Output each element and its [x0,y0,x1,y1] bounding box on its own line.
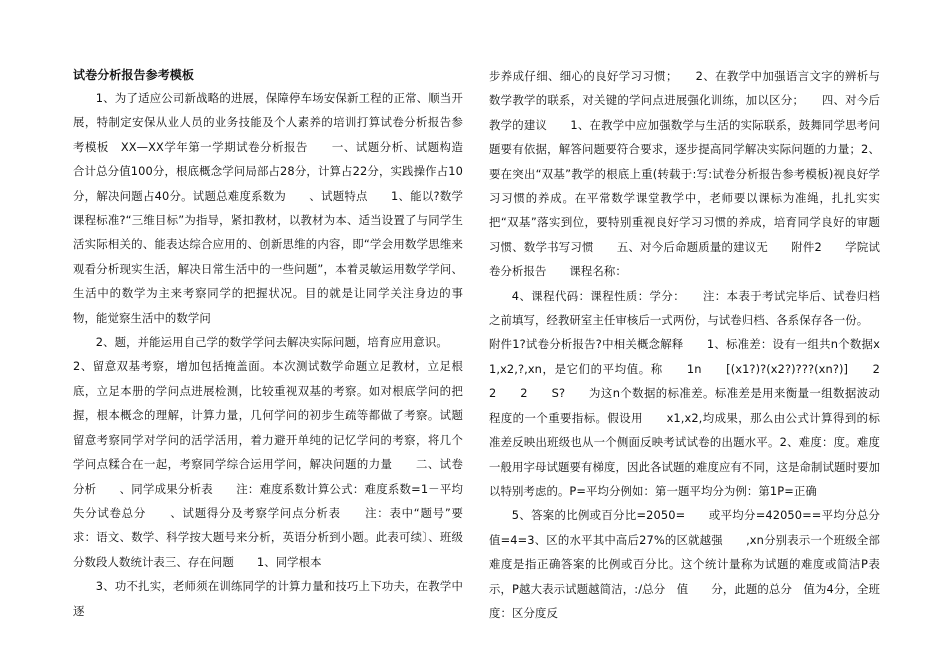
paragraph: 5、答案的比例或百分比=2050= 或平均分=42050==平均分总分 值=4=3、区的水平其中高后27%的区就越强 ,xn分别表示一个班级全部难度是指正确答案的比例或百分比。这个统计量称为试题的难度或简洁P表示，P越大表示试题越简洁，:/总分 值 分，此题的总分 值为4分，全班度：区分度反 [489,508,892,620]
paragraph: 附件1?试卷分析报告?中相关概念解释 1、标准差：设有一组共n个数据x1,x2,?,xn，是它们的平均值。称 1n [(x1?)?(x2?)???(xn?)] 2 2 2 S? 为这n个数据的标准差。标准差是用来衡量一组数据波动程度的一个重要指标。假设用 x1,x2,均成果，那么由公式计算得到的标准差反映出班级也从一个侧面反映考试试卷的出题水平。2、难度：度。难度一般用字母试题要有梯度，因此各试题的难度应有不同，这是命制试题时要加以特别考虑的。P=平均分例如：第一题平均分为例：第1P=正确 [489,337,903,498]
document-title: 试卷分析报告参考模板 [73,68,195,82]
paragraph: 4、课程代码：课程性质：学分： 注：本表于考试完毕后、试卷归档之前填写，经教研室主任审核后一式两份，与试卷归档、各系保存各一份。 [489,288,880,328]
paragraph: 步养成仔细、细心的良好学习习惯； 2、在教学中加强语言文字的辨析与数学教学的联系，对关键的学问点进展强化训练，加以区分； 四、对今后教学的建议 1、在教学中应加强数学与生活的实际联系，鼓舞同学思考问题要有依据，解答问题要符合要求，逐步提高同学解决实际问题的力量；2、要在突出“双基”教学的根底上重(转载于:写:试卷分析报告参考模板)视良好学习习惯的养成。在平常数学课堂教学中，老师要以课标为准绳，扎扎实实把“双基”落实到位，要特别重视良好学习习惯的养成，培育同学良好的审题习惯、数学书写习惯 五、对今后命题质量的建议无 附件2 学院试卷分析报告 课程名称： [489,69,880,279]
left-column [73,64,486,623]
paragraph: 2、留意双基考察，增加包括掩盖面。本次测试数学命题立足教材，立足根底，立足本册的学问点进展检测，比较重视双基的考察。如对根底学问的把握，根本概念的理解，计算力量，几何学问的初步生疏等都做了考察。试题留意考察同学对学问的活学活用，着力避开单纯的记忆学问的考察，将几个学问点糅合在一起，考察同学综合运用学问，解决问题的力量 二、试卷分析 、同学成果分析表 注：难度系数计算公式：难度系数=1－平均失分试卷总分 、试题得分及考察学问点分析表 注：表中“题号”要求：语文、数学、科学按大题号来分析，英语分析到小题。此表可续〕、班级分数段人数统计表三、存在问题 1、同学根本 [73,359,463,569]
paragraph: 3、功不扎实，老师须在训练同学的计算力量和技巧上下功夫，在教学中逐 [73,579,463,618]
paragraph: 1、为了适应公司新战略的进展，保障停车场安保新工程的正常、顺当开展，特制定安保从业人员的业务技能及个人素养的培训打算试卷分析报告参考模板 XX—XX学年第一学期试卷分析报告 一、试题分析、试题构造 合计总分值100分，根底概念学问局部占28分，计算占22分，实践操作占10分，解决问题占40分。试题总难度系数为 、试题特点 1、能以?数学课程标准?“三维目标”为指导，紧扣教材，以教材为本、适当设置了与同学生活实际相关的、能表达综合应用的、创新思维的内容，即“学会用数学思维来观看分析现实生活，解决日常生活中的一些问题”，本着灵敏运用数学学问、生活中的数学为主来考察同学的把握状况。目的就是让同学关注身边的事物，能觉察生活中的数学问 [73,91,486,325]
paragraph: 2、题，并能运用自己学的数学学问去解决实际问题，培育应用意识。 [95,335,448,350]
right-column [489,64,903,625]
